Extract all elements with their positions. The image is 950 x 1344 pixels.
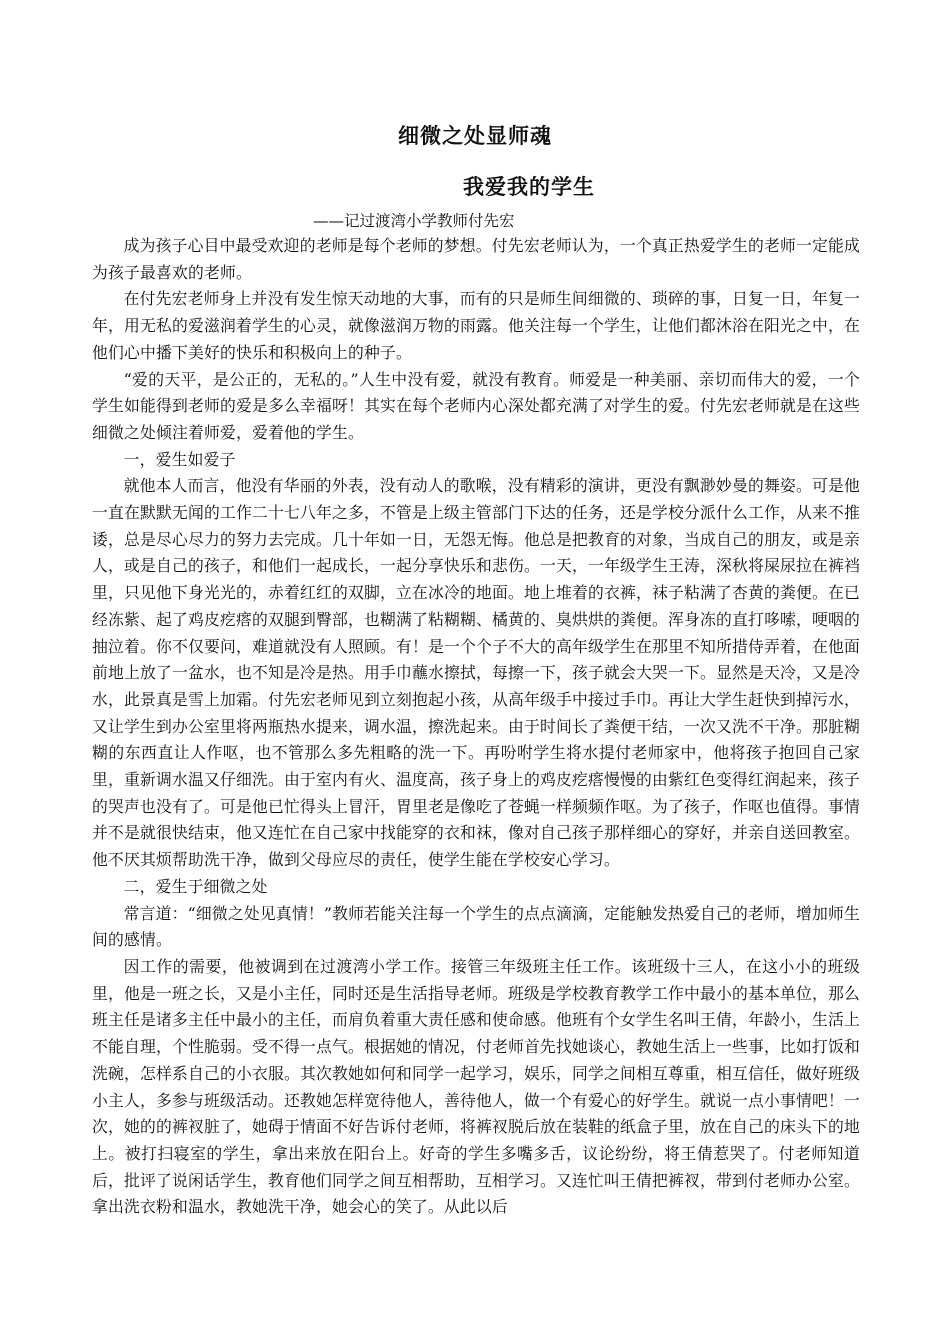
paragraph: 成为孩子心目中最受欢迎的老师是每个老师的梦想。付先宏老师认为，一个真正热爱学生的老师一定能成为孩子最喜欢的老师。 xyxy=(92,236,860,282)
paragraph: “爱的天平，是公正的，无私的。”人生中没有爱，就没有教育。师爱是一种美丽、亲切而伟大的爱，一个学生如能得到老师的爱是多么幸福呀！其实在每个老师内心深处都充满了对学生的爱。付先宏老师就是在这些细微之处倾注着师爱，爱着他的学生。 xyxy=(92,369,860,442)
section-heading: 二，爱生于细微之处 xyxy=(123,876,268,896)
document-title: 细微之处显师魂 xyxy=(398,123,552,148)
document-body xyxy=(92,233,860,1221)
paragraph: 就他本人而言，他没有华丽的外表，没有动人的歌喉，没有精彩的演讲，更没有飘渺妙曼的舞姿。可是他一直在默默无闻的工作二十七八年之多，不管是上级主管部门下达的任务，还是学校分派什么工作，从来不推诿，总是尽心尽力的努力去完成。几十年如一日，无怨无悔。他总是把教育的对象，当成自己的朋友，或是亲人，或是自己的孩子，和他们一起成长，一起分享快乐和悲伤。一天，一年级学生王涛，深秋将屎尿拉在裤裆里，只见他下身光光的，赤着红红的双脚，立在冰冷的地面。地上堆着的衣裤，袜子粘满了杏黄的粪便。在已经冻紫、起了鸡皮疙瘩的双腿到臀部，也糊满了粘糊糊、橘黄的、臭烘烘的粪便。浑身冻的直打哆嗦，哽咽的抽泣着。你不仅要问，难道就没有人照顾。有！是一个个子不大的高年级学生在那里不知所措侍弄着，在他面前地上放了一盆水，也不知是冷是热。用手巾蘸水擦拭，每擦一下，孩子就会大哭一下。显然是天冷，又是冷水，此景真是雪上加霜。付先宏老师见到立刻抱起小孩，从高年级手中接过手巾。再让大学生赶快到掉污水，又让学生到办公室里将两瓶热水提来，调水温，擦洗起来。由于时间长了粪便干结，一次又洗不干净。那脏糊糊的东西直让人作呕，也不管那么多先粗略的洗一下。再吩咐学生将水提付老师家中，他将孩子抱回自己家里，重新调水温又仔细洗。由于室内有火、温度高，孩子身上的鸡皮疙瘩慢慢的由紫红色变得红润起来，孩子的哭声也没有了。可是他已忙得头上冒汗，胃里老是像吃了苍蝇一样频频作呕。为了孩子，作呕也值得。事情并不是就很快结束，他又连忙在自己家中找能穿的衣和袜，像对自己孩子那样细心的穿好，并亲自送回教室。他不厌其烦帮助洗干净，做到父母应尽的责任，使学生能在学校安心学习。 xyxy=(92,476,860,870)
paragraph: 因工作的需要，他被调到在过渡湾小学工作。接管三年级班主任工作。该班级十三人，在这小小的班级里，他是一班之长，又是小主任，同时还是生活指导老师。班级是学校教育教学工作中最小的基本单位，那么班主任是诸多主任中最小的主任，而肩负着重大责任感和使命感。他班有个女学生名叫王倩，年龄小，生活上不能自理，个性脆弱。受不得一点气。根据她的情况，付老师首先找她谈心，教她生活上一些事，比如打饭和洗碗，怎样系自己的小衣服。其次教她如何和同学一起学习，娱乐，同学之间相互尊重，相互信任，做好班级小主人，多参与班级活动。还教她怎样宽待他人，善待他人，做一个有爱心的好学生。就说一点小事情吧！一次，她的的裤衩脏了，她碍于情面不好告诉付老师，将裤衩脱后放在装鞋的纸盒子里，放在自己的床头下的地上。被打扫寝室的学生，拿出来放在阳台上。好奇的学生多嘴多舌，议论纷纷，将王倩惹哭了。付老师知道后，批评了说闲话学生，教育他们同学之间互相帮助，互相学习。又连忙叫王倩把裤衩，带到付老师办公室。拿出洗衣粉和温水，教她洗干净，她会心的笑了。从此以后 xyxy=(92,956,860,1217)
document-subtitle: 我爱我的学生 xyxy=(463,174,595,199)
paragraph: 常言道：“细微之处见真情！”教师若能关注每一个学生的点点滴滴，定能触发热爱自己的老师，增加师生间的感情。 xyxy=(92,903,861,950)
paragraph: 在付先宏老师身上并没有发生惊天动地的大事，而有的只是师生间细微的、琐碎的事，日复一日，年复一年，用无私的爱滋润着学生的心灵，就像滋润万物的雨露。他关注每一个学生，让他们都沐浴在阳光之中，在他们心中播下美好的快乐和积极向上的种子。 xyxy=(92,289,860,362)
section-heading: 一，爱生如爱子 xyxy=(123,449,236,469)
document-byline: ——记过渡湾小学教师付先宏 xyxy=(313,212,515,230)
